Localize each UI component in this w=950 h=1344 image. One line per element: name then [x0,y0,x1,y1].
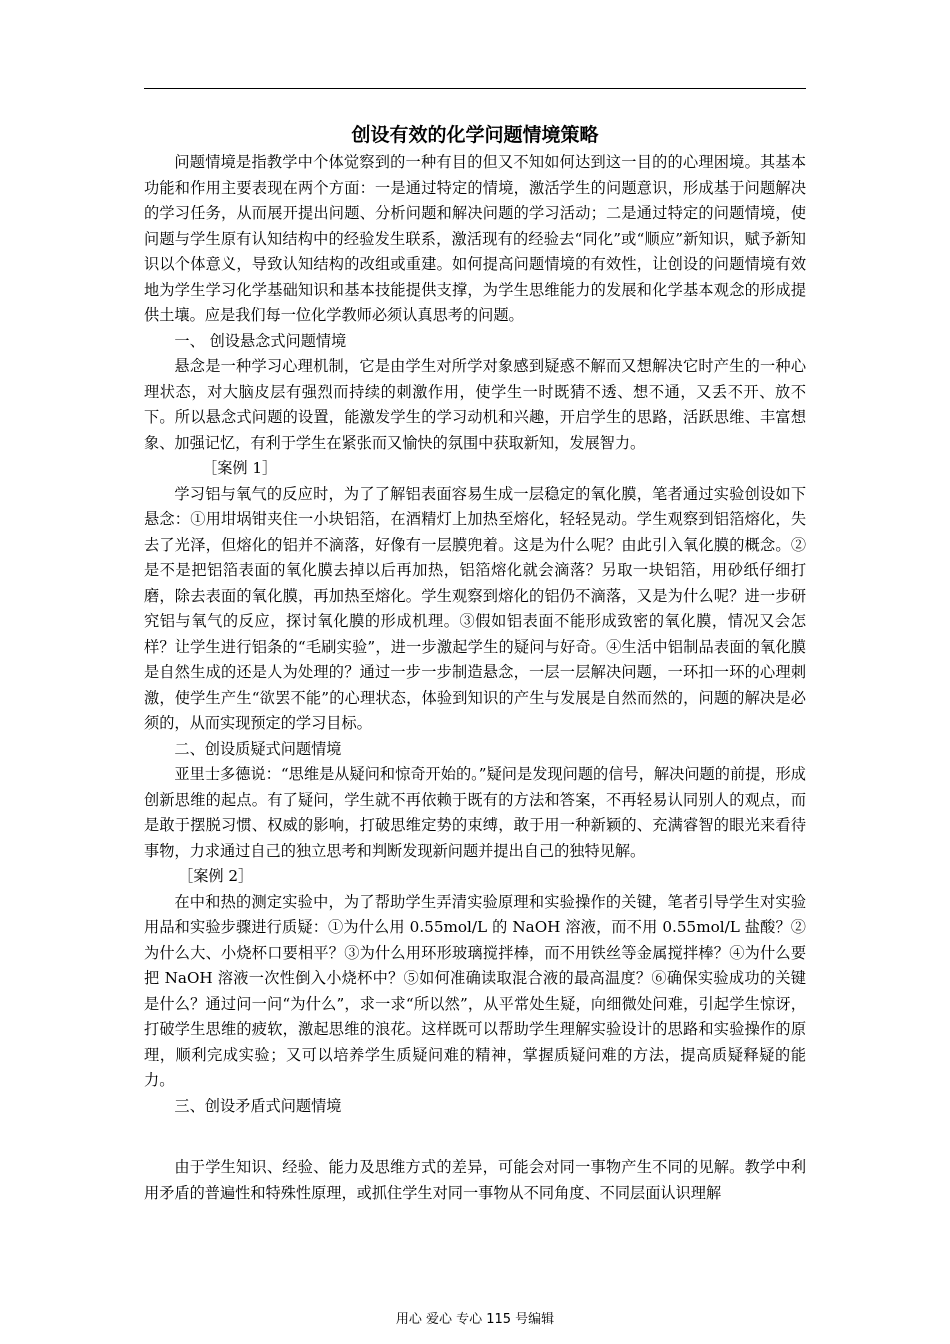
document-body [144,120,806,1206]
header-rule [144,88,806,89]
case-2-paragraph: 在中和热的测定实验中，为了帮助学生弄清实验原理和实验操作的关键，笔者引导学生对实验用品和实验步骤进行质疑：①为什么用 0.55mol/L 的 NaOH 溶液，而不用 0.55mol/L 盐酸？②为什么大、小烧杯口要相平？③为什么用环形玻璃搅拌棒，而不用铁丝等金属搅拌棒？④为什么要把 NaOH 溶液一次性倒入小烧杯中？⑤如何准确读取混合液的最高温度？⑥确保实验成功的关键是什么？通过问一问“为什么”，求一求“所以然”，从平常处生疑，向细微处问难，引起学生惊讶，打破学生思维的疲软，激起思维的浪花。这样既可以帮助学生理解实验设计的思路和实验操作的原理，顺利完成实验；又可以培养学生质疑问难的精神，掌握质疑问难的方法，提高质疑释疑的能力。 [144,892,806,1089]
section-3-heading: 三、创设矛盾式问题情境 [174,1096,342,1115]
paragraph-gap [144,1119,806,1155]
document-title: 创设有效的化学问题情境策略 [351,124,599,146]
section-2-heading: 二、创设质疑式问题情境 [174,739,342,758]
section-3-paragraph: 由于学生知识、经验、能力及思维方式的差异，可能会对同一事物产生不同的见解。教学中利用矛盾的普遍性和特殊性原理，或抓住学生对同一事物从不同角度、不同层面认识理解 [144,1158,806,1202]
page-footer: 用心 爱心 专心 115 号编辑 [395,1312,555,1327]
intro-paragraph: 问题情境是指教学中个体觉察到的一种有目的但又不知如何达到这一目的的心理困境。其基本功能和作用主要表现在两个方面：一是通过特定的情境，激活学生的问题意识，形成基于问题解决的学习任务，从而展开提出问题、分析问题和解决问题的学习活动；二是通过特定的问题情境，使问题与学生原有认知结构中的经验发生联系，激活现有的经验去“同化”或“顺应”新知识，赋予新知识以个体意义，导致认知结构的改组或重建。如何提高问题情境的有效性，让创设的问题情境有效地为学生学习化学基础知识和基本技能提供支撑，为学生思维能力的发展和化学基本观念的形成提供土壤。应是我们每一位化学教师必须认真思考的问题。 [144,153,806,324]
section-1-heading: 一、 创设悬念式问题情境 [174,331,347,350]
section-1-paragraph: 悬念是一种学习心理机制，它是由学生对所学对象感到疑惑不解而又想解决它时产生的一种心理状态，对大脑皮层有强烈而持续的刺激作用，使学生一时既猜不透、想不通，又丢不开、放不下。所以悬念式问题的设置，能激发学生的学习动机和兴趣，开启学生的思路，活跃思维、丰富想象、加强记忆，有利于学生在紧张而又愉快的氛围中获取新知，发展智力。 [144,357,806,452]
case-2-label: ［案例 2］ [178,867,254,885]
section-2-paragraph: 亚里士多德说：“思维是从疑问和惊奇开始的。”疑问是发现问题的信号，解决问题的前提，形成创新思维的起点。有了疑问，学生就不再依赖于既有的方法和答案，不再轻易认同别人的观点，而是敢于摆脱习惯、权威的影响，打破思维定势的束缚，敢于用一种新颖的、充满睿智的眼光来看待事物，力求通过自己的独立思考和判断发现新问题并提出自己的独特见解。 [144,765,806,860]
case-1-paragraph: 学习铝与氧气的反应时，为了了解铝表面容易生成一层稳定的氧化膜，笔者通过实验创设如下悬念：①用坩埚钳夹住一小块铝箔，在酒精灯上加热至熔化，轻轻晃动。学生观察到铝箔熔化，失去了光泽，但熔化的铝并不滴落，好像有一层膜兜着。这是为什么呢？由此引入氧化膜的概念。②是不是把铝箔表面的氧化膜去掉以后再加热，铝箔熔化就会滴落？另取一块铝箔，用砂纸仔细打磨，除去表面的氧化膜，再加热至熔化。学生观察到熔化的铝仍不滴落，又是为什么呢？进一步研究铝与氧气的反应，探讨氧化膜的形成机理。③假如铝表面不能形成致密的氧化膜，情况又会怎样？让学生进行铝条的“毛刷实验”，进一步激起学生的疑问与好奇。④生活中铝制品表面的氧化膜是自然生成的还是人为处理的？通过一步一步制造悬念，一层一层解决问题，一环扣一环的心理刺激，使学生产生“欲罢不能”的心理状态，体验到知识的产生与发展是自然而然的，问题的解决是必须的，从而实现预定的学习目标。 [144,484,806,732]
case-1-label: ［案例 1］ [202,459,278,477]
